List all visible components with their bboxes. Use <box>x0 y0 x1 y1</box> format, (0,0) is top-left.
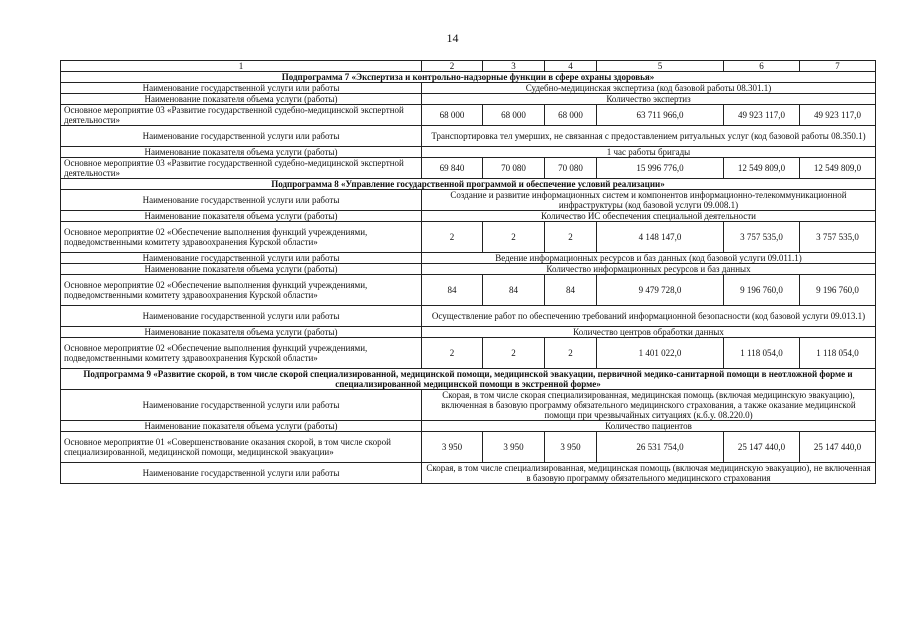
service-value: Количество ИС обеспечения специальной деятельности <box>422 211 876 222</box>
service-value: 1 час работы бригады <box>422 147 876 158</box>
row-label: Наименование государственной услуги или работы <box>61 126 422 147</box>
row-label: Наименование показателя объема услуги (работы) <box>61 211 422 222</box>
header-row <box>61 61 876 72</box>
value-cell: 68 000 <box>483 105 545 126</box>
value-cell: 84 <box>422 275 483 306</box>
value-cell: 12 549 809,0 <box>724 158 800 179</box>
column-header: 5 <box>597 61 724 72</box>
activity-label: Основное мероприятие 03 «Развитие государственной судебно-медицинской экспертной деятельности» <box>61 158 422 179</box>
value-cell: 2 <box>422 338 483 369</box>
value-cell: 49 923 117,0 <box>800 105 876 126</box>
activity-label: Основное мероприятие 02 «Обеспечение выполнения функций учреждениями, подведомственными комитету здравоохранения Курской области» <box>61 338 422 369</box>
value-cell: 3 757 535,0 <box>800 222 876 253</box>
row-label: Наименование показателя объема услуги (работы) <box>61 264 422 275</box>
service-row <box>61 253 876 264</box>
value-cell: 25 147 440,0 <box>724 432 800 463</box>
row-label: Наименование показателя объема услуги (работы) <box>61 147 422 158</box>
service-value: Количество экспертиз <box>422 94 876 105</box>
column-header: 7 <box>800 61 876 72</box>
activity-label: Основное мероприятие 02 «Обеспечение выполнения функций учреждениями, подведомственными комитету здравоохранения Курской области» <box>61 222 422 253</box>
budget-table <box>60 60 876 484</box>
value-cell: 63 711 966,0 <box>597 105 724 126</box>
service-row <box>61 190 876 211</box>
service-value: Скорая, в том числе скорая специализированная, медицинская помощь (включая медицинскую эвакуацию), включенная в базовую программу обязательного медицинского страхования, а также оказание медицинской помощи при чрезвычайных ситуациях (к.б.у. 08.220.0) <box>422 390 876 421</box>
value-cell: 68 000 <box>545 105 597 126</box>
activity-row <box>61 158 876 179</box>
row-label: Наименование показателя объема услуги (работы) <box>61 421 422 432</box>
activity-row <box>61 105 876 126</box>
service-row <box>61 126 876 147</box>
service-row <box>61 211 876 222</box>
service-row <box>61 306 876 327</box>
value-cell: 3 950 <box>422 432 483 463</box>
activity-row <box>61 222 876 253</box>
value-cell: 2 <box>483 338 545 369</box>
column-header: 2 <box>422 61 483 72</box>
column-header: 4 <box>545 61 597 72</box>
value-cell: 49 923 117,0 <box>724 105 800 126</box>
subprogram-row <box>61 369 876 390</box>
value-cell: 4 148 147,0 <box>597 222 724 253</box>
value-cell: 3 757 535,0 <box>724 222 800 253</box>
value-cell: 3 950 <box>483 432 545 463</box>
activity-label: Основное мероприятие 02 «Обеспечение выполнения функций учреждениями, подведомственными комитету здравоохранения Курской области» <box>61 275 422 306</box>
service-value: Количество пациентов <box>422 421 876 432</box>
value-cell: 68 000 <box>422 105 483 126</box>
value-cell: 12 549 809,0 <box>800 158 876 179</box>
service-value: Количество центров обработки данных <box>422 327 876 338</box>
activity-label: Основное мероприятие 01 «Совершенствование оказания скорой, в том числе скорой специализированной, медицинской помощи, медицинской эвакуации» <box>61 432 422 463</box>
subprogram-row <box>61 72 876 83</box>
table-body <box>61 61 876 484</box>
page-number: 14 <box>446 31 459 45</box>
service-value: Ведение информационных ресурсов и баз данных (код базовой услуги 09.011.1) <box>422 253 876 264</box>
value-cell: 9 196 760,0 <box>724 275 800 306</box>
service-row <box>61 421 876 432</box>
service-value: Создание и развитие информационных систем и компонентов информационно-телекоммуникационной инфраструктуры (код базовой услуги 09.008.1) <box>422 190 876 211</box>
service-row <box>61 327 876 338</box>
value-cell: 9 196 760,0 <box>800 275 876 306</box>
row-label: Наименование государственной услуги или работы <box>61 83 422 94</box>
activity-row <box>61 275 876 306</box>
row-label: Наименование государственной услуги или работы <box>61 390 422 421</box>
column-header: 3 <box>483 61 545 72</box>
service-row <box>61 390 876 421</box>
row-label: Наименование государственной услуги или работы <box>61 253 422 264</box>
service-row <box>61 83 876 94</box>
value-cell: 25 147 440,0 <box>800 432 876 463</box>
service-row <box>61 94 876 105</box>
value-cell: 70 080 <box>483 158 545 179</box>
subprogram-title: Подпрограмма 8 «Управление государственной программой и обеспечение условий реализации» <box>61 179 876 190</box>
row-label: Наименование государственной услуги или работы <box>61 463 422 484</box>
value-cell: 15 996 776,0 <box>597 158 724 179</box>
service-value: Транспортировка тел умерших, не связанная с предоставлением ритуальных услуг (код базовой работы 08.350.1) <box>422 126 876 147</box>
service-row <box>61 463 876 484</box>
value-cell: 70 080 <box>545 158 597 179</box>
row-label: Наименование показателя объема услуги (работы) <box>61 327 422 338</box>
activity-label: Основное мероприятие 03 «Развитие государственной судебно-медицинской экспертной деятельности» <box>61 105 422 126</box>
service-value: Осуществление работ по обеспечению требований информационной безопасности (код базовой услуги 09.013.1) <box>422 306 876 327</box>
value-cell: 1 401 022,0 <box>597 338 724 369</box>
row-label: Наименование государственной услуги или работы <box>61 306 422 327</box>
subprogram-row <box>61 179 876 190</box>
row-label: Наименование показателя объема услуги (работы) <box>61 94 422 105</box>
value-cell: 2 <box>545 338 597 369</box>
value-cell: 1 118 054,0 <box>724 338 800 369</box>
value-cell: 69 840 <box>422 158 483 179</box>
column-header: 1 <box>61 61 422 72</box>
value-cell: 3 950 <box>545 432 597 463</box>
row-label: Наименование государственной услуги или работы <box>61 190 422 211</box>
subprogram-title: Подпрограмма 9 «Развитие скорой, в том числе скорой специализированной, медицинской помощи, медицинской эвакуации, первичной медико-санитарной помощи в неотложной форме и специализированной медицинской помощи в экстренной форме» <box>61 369 876 390</box>
service-value: Судебно-медицинская экспертиза (код базовой работы 08.301.1) <box>422 83 876 94</box>
service-value: Количество информационных ресурсов и баз данных <box>422 264 876 275</box>
value-cell: 84 <box>545 275 597 306</box>
column-header: 6 <box>724 61 800 72</box>
subprogram-title: Подпрограмма 7 «Экспертиза и контрольно-надзорные функции в сфере охраны здоровья» <box>61 72 876 83</box>
value-cell: 2 <box>545 222 597 253</box>
service-row <box>61 147 876 158</box>
value-cell: 84 <box>483 275 545 306</box>
value-cell: 1 118 054,0 <box>800 338 876 369</box>
value-cell: 26 531 754,0 <box>597 432 724 463</box>
service-row <box>61 264 876 275</box>
value-cell: 9 479 728,0 <box>597 275 724 306</box>
value-cell: 2 <box>483 222 545 253</box>
value-cell: 2 <box>422 222 483 253</box>
activity-row <box>61 432 876 463</box>
activity-row <box>61 338 876 369</box>
service-value: Скорая, в том числе специализированная, медицинская помощь (включая медицинскую эвакуацию), не включенная в базовую программу обязательного медицинского страхования <box>422 463 876 484</box>
